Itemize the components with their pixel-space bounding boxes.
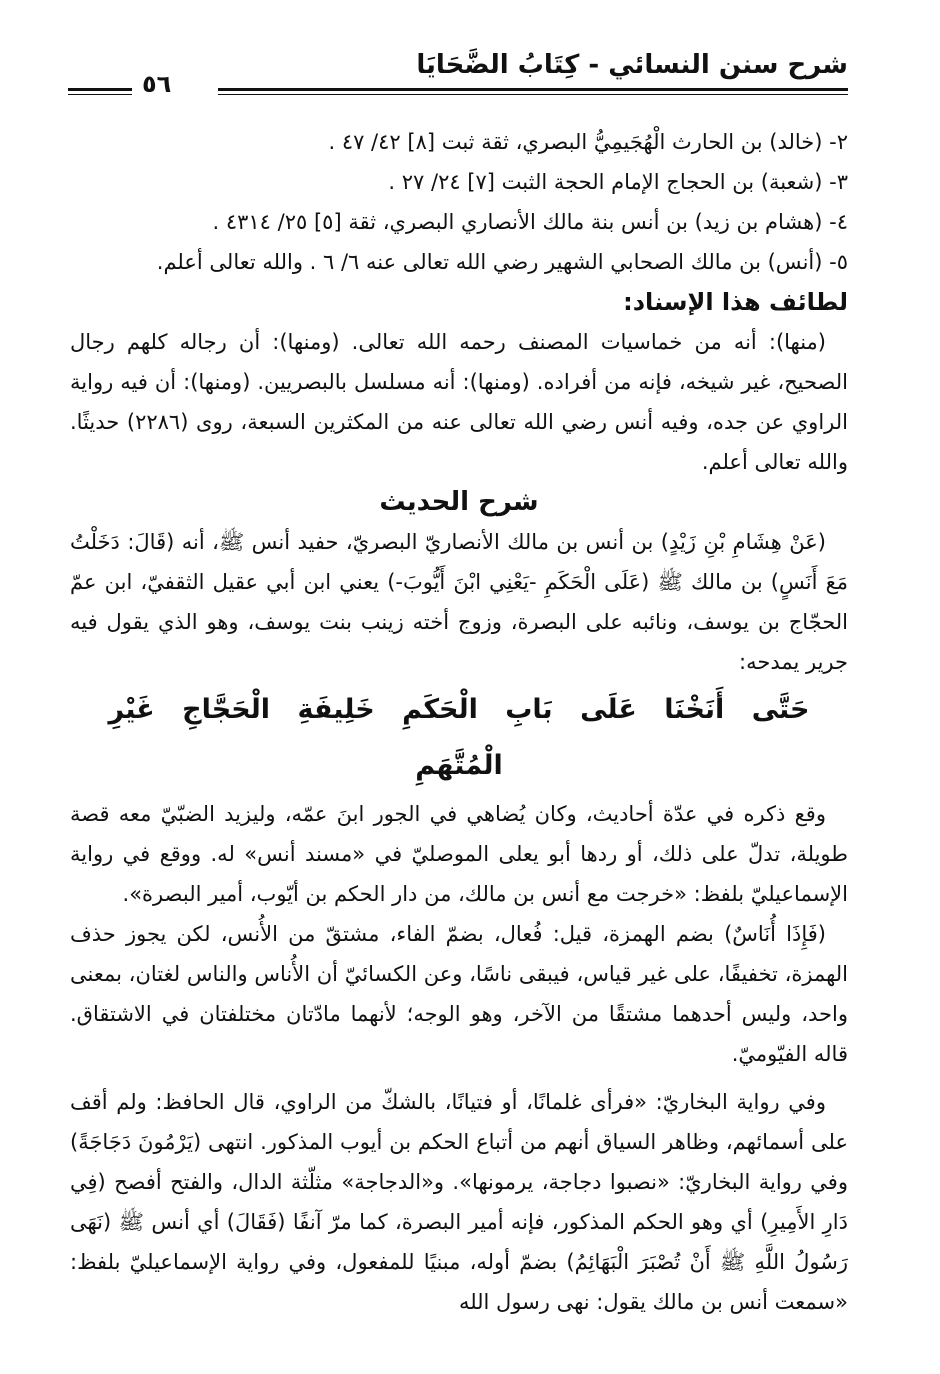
narrator-item: ٤- (هشام بن زيد) بن أنس بنة مالك الأنصاري البصري، ثقة [٥] ٢٥/ ٤٣١٤ . bbox=[212, 210, 848, 234]
commentary-paragraph: وفي رواية البخاريّ: «فرأى غلمانًا، أو فتيانًا، بالشكّ من الراوي، قال الحافظ: ولم أقف على أسمائهم، وظاهر السياق أنهم من أتباع الحكم بن أيوب المذكور. انتهى (يَرْمُونَ دَجَاجَةً) وفي رواية البخاريّ: «نصبوا دجاجة، يرمونها». و«الدجاجة» مثلّثة الدال، والفتح أفصح (فِي دَارِ الأَمِيرِ) أي وهو الحكم المذكور، فإنه أمير البصرة، كما مرّ آنفًا (فَقَالَ) أي أنس ﷺ (نَهَى رَسُولُ اللَّهِ ﷺ أَنْ تُصْبَرَ الْبَهَائِمُ) بضمّ أوله، مبنيًا للمفعول، وفي رواية الإسماعيليّ بلفظ: «سمعت أنس بن مالك يقول: نهى رسول الله bbox=[70, 1090, 848, 1314]
page-header bbox=[68, 48, 848, 104]
page-body bbox=[70, 122, 848, 1322]
subtleties-heading: لطائف هذا الإسناد: bbox=[623, 288, 848, 316]
subtleties-text: (منها): أنه من خماسيات المصنف رحمه الله تعالى. (ومنها): أن رجاله كلهم رجال الصحيح، غير شيخه، فإنه من أفراده. (ومنها): أنه مسلسل بالبصريين. (ومنها): أن فيه رواية الراوي عن جده، وفيه أنس رضي الله تعالى عنه من المكثرين السبعة، روى (٢٢٨٦) حديثًا. والله تعالى أعلم. bbox=[70, 330, 848, 474]
header-rule bbox=[218, 88, 848, 95]
narrator-list bbox=[70, 122, 848, 282]
narrator-item: ٣- (شعبة) بن الحجاج الإمام الحجة الثبت [٧] ٢٤/ ٢٧ . bbox=[388, 170, 848, 194]
commentary-paragraph: (فَإِذَا أُنَاسٌ) بضم الهمزة، قيل: فُعال، بضمّ الفاء، مشتقّ من الأُنس، لكن يجوز حذف الهمزة، تخفيفًا، على غير قياس، فيبقى ناسًا، وعن الكسائيّ أن الأُناس والناس لغتان، بمعنى واحد، وليس أحدهما مشتقًا من الآخر، وهو الوجه؛ لأنهما مادّتان مختلفتان في الاشتقاق. قاله الفيّوميّ. bbox=[70, 922, 848, 1066]
page-number: ٥٦ bbox=[142, 70, 172, 98]
running-title: شرح سنن النسائي - كِتَابُ الضَّحَايَا bbox=[416, 50, 848, 80]
narrator-item: ٢- (خالد) بن الحارث الْهُجَيمِيُّ البصري، ثقة ثبت [٨] ٤٢/ ٤٧ . bbox=[328, 130, 848, 154]
commentary-paragraph: وقع ذكره في عدّة أحاديث، وكان يُضاهي في الجور ابنَ عمّه، وليزيد الضبّيّ معه قصة طويلة، تدلّ على ذلك، أو ردها أبو يعلى الموصليّ في «مسند أنس» له. ووقع في رواية الإسماعيليّ بلفظ: «خرجت مع أنس بن مالك، من دار الحكم بن أيّوب، أمير البصرة». bbox=[70, 802, 848, 906]
narrator-item: ٥- (أنس) بن مالك الصحابي الشهير رضي الله تعالى عنه ٦/ ٦ . والله تعالى أعلم. bbox=[156, 250, 848, 274]
commentary-paragraph: (عَنْ هِشَامِ بْنِ زَيْدٍ) بن أنس بن مالك الأنصاريّ البصريّ، حفيد أنس ﷺ، أنه (قَالَ: دَخَلْتُ مَعَ أَنَسٍ) بن مالك ﷺ (عَلَى الْحَكَمِ -يَعْنِي ابْنَ أَيُّوبَ-) يعني ابن أبي عقيل الثقفيّ، ابن عمّ الحجّاج بن يوسف، ونائبه على البصرة، وزوج أخته زينب بنت يوسف، وهو الذي يقول فيه جرير يمدحه: bbox=[70, 530, 848, 674]
header-left-rule bbox=[68, 88, 132, 95]
commentary-heading: شرح الحديث bbox=[379, 487, 539, 517]
poem-verse: حَتَّى أَنَخْنَا عَلَى بَابِ الْحَكَمِ خَلِيفَةِ الْحَجَّاجِ غَيْرِ الْمُتَّهَمِ bbox=[108, 694, 810, 781]
